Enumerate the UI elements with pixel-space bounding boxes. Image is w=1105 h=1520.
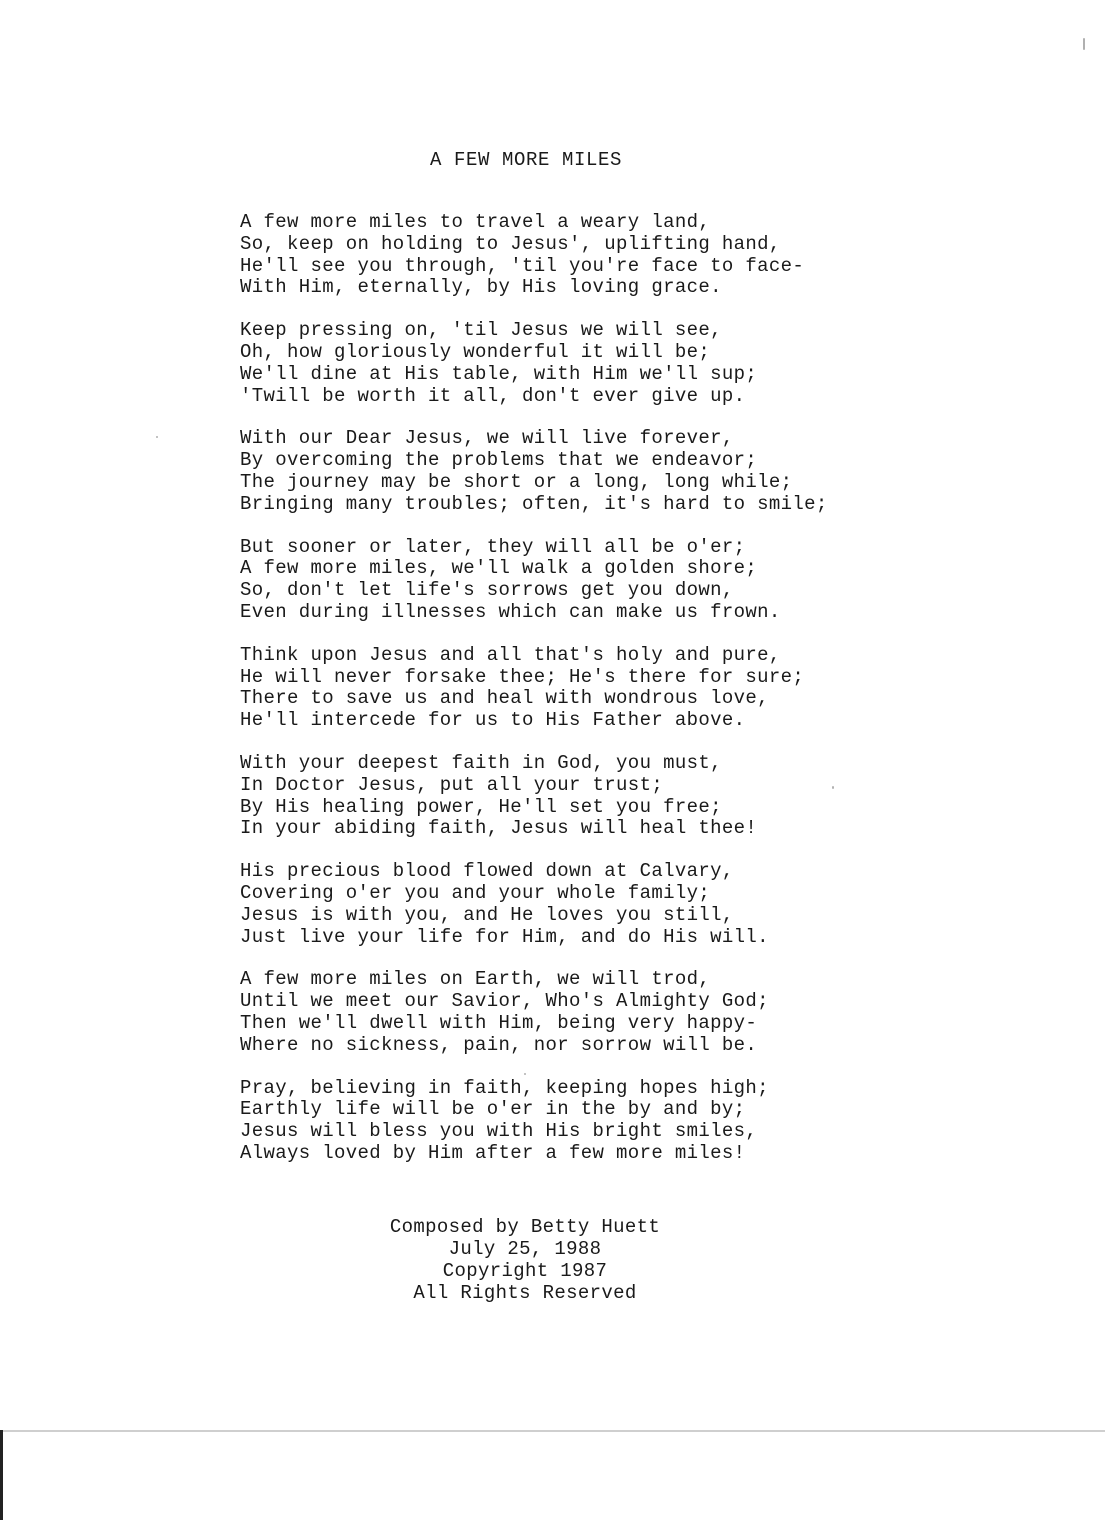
poem-line: By overcoming the problems that we endeavor; <box>240 449 758 472</box>
poem-line: Until we meet our Savior, Who's Almighty God; <box>240 990 769 1013</box>
poem-line: Oh, how gloriously wonderful it will be; <box>240 340 711 363</box>
poem-line: He'll see you through, 'til you're face to face- <box>240 254 805 277</box>
poem-line: Even during illnesses which can make us frown. <box>240 600 781 623</box>
rights-line: All Rights Reserved <box>413 1282 637 1304</box>
poem-line: But sooner or later, they will all be o'er; <box>240 535 746 558</box>
poem-line: A few more miles, we'll walk a golden shore; <box>240 557 758 580</box>
poem-line: Jesus is with you, and He loves you still, <box>240 903 734 926</box>
poem-line: By His healing power, He'll set you free; <box>240 795 722 818</box>
paper-speck <box>1083 38 1085 50</box>
paper-speck <box>156 436 158 438</box>
stanza-6 <box>240 753 1060 840</box>
stanza-5 <box>240 645 1060 732</box>
stanza-1 <box>240 212 1060 299</box>
poem-body <box>240 212 1060 1186</box>
poem-line: He'll intercede for us to His Father above. <box>240 709 746 732</box>
stanza-9 <box>240 1078 1060 1165</box>
poem-line: Always loved by Him after a few more miles! <box>240 1141 746 1164</box>
composer-line: Composed by Betty Huett <box>389 1216 661 1238</box>
poem-line: In your abiding faith, Jesus will heal thee! <box>240 817 758 840</box>
poem-line: So, don't let life's sorrows get you down, <box>240 579 734 602</box>
poem-line: A few more miles to travel a weary land, <box>240 211 711 233</box>
poem-line: There to save us and heal with wondrous love, <box>240 687 769 710</box>
paper-speck <box>832 786 834 789</box>
poem-line: Where no sickness, pain, nor sorrow will be. <box>240 1033 758 1056</box>
poem-line: A few more miles on Earth, we will trod, <box>240 968 711 991</box>
poem-line: Think upon Jesus and all that's holy and pure, <box>240 643 781 666</box>
stanza-2 <box>240 320 1060 407</box>
poem-line: 'Twill be worth it all, don't ever give up. <box>240 384 746 407</box>
poem-line: With Him, eternally, by His loving grace. <box>240 276 722 299</box>
copyright-line: Copyright 1987 <box>442 1260 608 1282</box>
poem-line: Then we'll dwell with Him, being very happy- <box>240 1011 758 1034</box>
paper-speck <box>524 1073 526 1075</box>
stanza-7 <box>240 861 1060 948</box>
poem-line: The journey may be short or a long, long while; <box>240 470 793 493</box>
page-bottom-edge <box>0 1430 1105 1432</box>
poem-line: In Doctor Jesus, put all your trust; <box>240 773 664 796</box>
poem-line: With our Dear Jesus, we will live forever, <box>240 427 734 450</box>
poem-line: Covering o'er you and your whole family; <box>240 881 711 904</box>
attribution-block <box>0 1216 1050 1304</box>
scan-left-edge <box>0 1430 3 1520</box>
poem-line: Just live your life for Him, and do His will. <box>240 925 769 948</box>
stanza-3 <box>240 428 1060 515</box>
poem-line: With your deepest faith in God, you must, <box>240 751 722 774</box>
poem-line: He will never forsake thee; He's there for sure; <box>240 665 805 688</box>
poem-line: Bringing many troubles; often, it's hard to smile; <box>240 492 828 515</box>
composition-date: July 25, 1988 <box>448 1238 602 1260</box>
poem-line: His precious blood flowed down at Calvary, <box>240 860 734 883</box>
poem-line: Jesus will bless you with His bright smiles, <box>240 1120 758 1143</box>
poem-line: We'll dine at His table, with Him we'll sup; <box>240 362 758 385</box>
poem-line: Pray, believing in faith, keeping hopes high; <box>240 1076 769 1099</box>
poem-line: So, keep on holding to Jesus', uplifting hand, <box>240 232 781 255</box>
poem-line: Earthly life will be o'er in the by and by; <box>240 1098 746 1121</box>
poem-line: Keep pressing on, 'til Jesus we will see, <box>240 319 722 342</box>
stanza-4 <box>240 537 1060 624</box>
stanza-8 <box>240 969 1060 1056</box>
poem-title: A FEW MORE MILES <box>429 149 623 171</box>
